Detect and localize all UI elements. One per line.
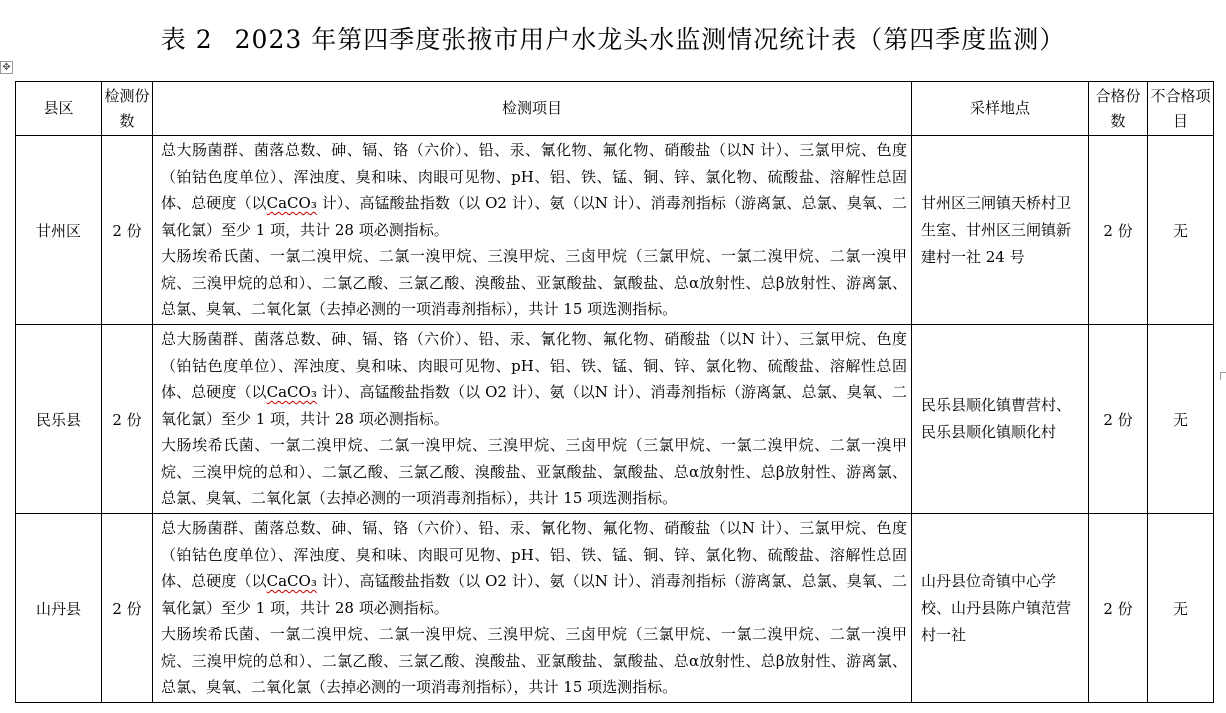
mandatory-items-part-a: 总大肠菌群、菌落总数、砷、镉、铬（六价）、铅、汞、氰化物、氟化物、硝酸盐（以N 计）、三氯甲烷、色度（铂钴色度单位）、浑浊度、臭和味、肉眼可见物、pH、铝、铁、锰、铜、锌、氯化物、硫酸盐、溶解性总固体、总硬度（以 <box>161 141 907 212</box>
qualified-cell: 2 份 <box>1089 325 1148 514</box>
mandatory-items-text <box>161 326 907 432</box>
table-row <box>16 514 1214 703</box>
table-row <box>16 325 1214 514</box>
optional-items-text: 大肠埃希氏菌、一氯二溴甲烷、二氯一溴甲烷、三溴甲烷、三卤甲烷（三氯甲烷、一氯二溴甲烷、二氯一溴甲烷、三溴甲烷的总和）、二氯乙酸、三氯乙酸、溴酸盐、亚氯酸盐、氯酸盐、总α放射性、总β放射性、游离氯、总氯、臭氧、二氧化氯（去掉必测的一项消毒剂指标），共计 15 项选测指标。 <box>161 436 907 507</box>
site-cell: 山丹县位奇镇中心学校、山丹县陈户镇范营村一社 <box>912 514 1089 703</box>
monitoring-stats-table <box>15 81 1214 703</box>
mandatory-items-part-b: 计）、高锰酸盐指数（以 O2 计）、氨（以N 计）、消毒剂指标（游离氯、总氯、臭氧、二氧化氯）至少 1 项，共计 28 项必测指标。 <box>161 194 907 239</box>
mandatory-items-part-b: 计）、高锰酸盐指数（以 O2 计）、氨（以N 计）、消毒剂指标（游离氯、总氯、臭氧、二氧化氯）至少 1 项，共计 28 项必测指标。 <box>161 572 907 617</box>
caco3-formula: CaCO₃ <box>266 194 317 212</box>
county-cell: 山丹县 <box>16 514 102 703</box>
county-cell: 民乐县 <box>16 325 102 514</box>
table-move-handle-icon[interactable]: ✥ <box>0 61 13 74</box>
count-cell: 2 份 <box>102 136 153 325</box>
mandatory-items-text <box>161 137 907 243</box>
count-cell: 2 份 <box>102 514 153 703</box>
paragraph-mark-icon <box>1220 372 1226 380</box>
table-title <box>0 20 1226 60</box>
items-cell <box>153 514 912 703</box>
optional-items-text: 大肠埃希氏菌、一氯二溴甲烷、二氯一溴甲烷、三溴甲烷、三卤甲烷（三氯甲烷、一氯二溴甲烷、二氯一溴甲烷、三溴甲烷的总和）、二氯乙酸、三氯乙酸、溴酸盐、亚氯酸盐、氯酸盐、总α放射性、总β放射性、游离氯、总氯、臭氧、二氧化氯（去掉必测的一项消毒剂指标），共计 15 项选测指标。 <box>161 247 907 318</box>
mandatory-items-part-b: 计）、高锰酸盐指数（以 O2 计）、氨（以N 计）、消毒剂指标（游离氯、总氯、臭氧、二氧化氯）至少 1 项，共计 28 项必测指标。 <box>161 383 907 428</box>
county-cell: 甘州区 <box>16 136 102 325</box>
items-cell <box>153 325 912 514</box>
site-cell: 民乐县顺化镇曹营村、民乐县顺化镇顺化村 <box>912 325 1089 514</box>
header-count: 检测份数 <box>102 82 153 136</box>
table-header-row <box>16 82 1214 136</box>
mandatory-items-part-a: 总大肠菌群、菌落总数、砷、镉、铬（六价）、铅、汞、氰化物、氟化物、硝酸盐（以N 计）、三氯甲烷、色度（铂钴色度单位）、浑浊度、臭和味、肉眼可见物、pH、铝、铁、锰、铜、锌、氯化物、硫酸盐、溶解性总固体、总硬度（以 <box>161 330 907 401</box>
header-unqualified: 不合格项目 <box>1148 82 1214 136</box>
mandatory-items-part-a: 总大肠菌群、菌落总数、砷、镉、铬（六价）、铅、汞、氰化物、氟化物、硝酸盐（以N 计）、三氯甲烷、色度（铂钴色度单位）、浑浊度、臭和味、肉眼可见物、pH、铝、铁、锰、铜、锌、氯化物、硫酸盐、溶解性总固体、总硬度（以 <box>161 519 907 590</box>
count-cell: 2 份 <box>102 325 153 514</box>
optional-items-text: 大肠埃希氏菌、一氯二溴甲烷、二氯一溴甲烷、三溴甲烷、三卤甲烷（三氯甲烷、一氯二溴甲烷、二氯一溴甲烷、三溴甲烷的总和）、二氯乙酸、三氯乙酸、溴酸盐、亚氯酸盐、氯酸盐、总α放射性、总β放射性、游离氯、总氯、臭氧、二氧化氯（去掉必测的一项消毒剂指标），共计 15 项选测指标。 <box>161 625 907 696</box>
header-county: 县区 <box>16 82 102 136</box>
mandatory-items-text <box>161 515 907 621</box>
qualified-cell: 2 份 <box>1089 136 1148 325</box>
site-cell: 甘州区三闸镇天桥村卫生室、甘州区三闸镇新建村一社 24 号 <box>912 136 1089 325</box>
caco3-formula: CaCO₃ <box>266 383 317 401</box>
unqualified-cell: 无 <box>1148 514 1214 703</box>
unqualified-cell: 无 <box>1148 325 1214 514</box>
items-cell <box>153 136 912 325</box>
header-site: 采样地点 <box>912 82 1089 136</box>
unqualified-cell: 无 <box>1148 136 1214 325</box>
header-qualified: 合格份数 <box>1089 82 1148 136</box>
caco3-formula: CaCO₃ <box>266 572 317 590</box>
table-row <box>16 136 1214 325</box>
header-items: 检测项目 <box>153 82 912 136</box>
table-number-label: 表 2 <box>160 25 213 54</box>
table-title-text: 2023 年第四季度张掖市用户水龙头水监测情况统计表（第四季度监测） <box>234 25 1066 54</box>
qualified-cell: 2 份 <box>1089 514 1148 703</box>
